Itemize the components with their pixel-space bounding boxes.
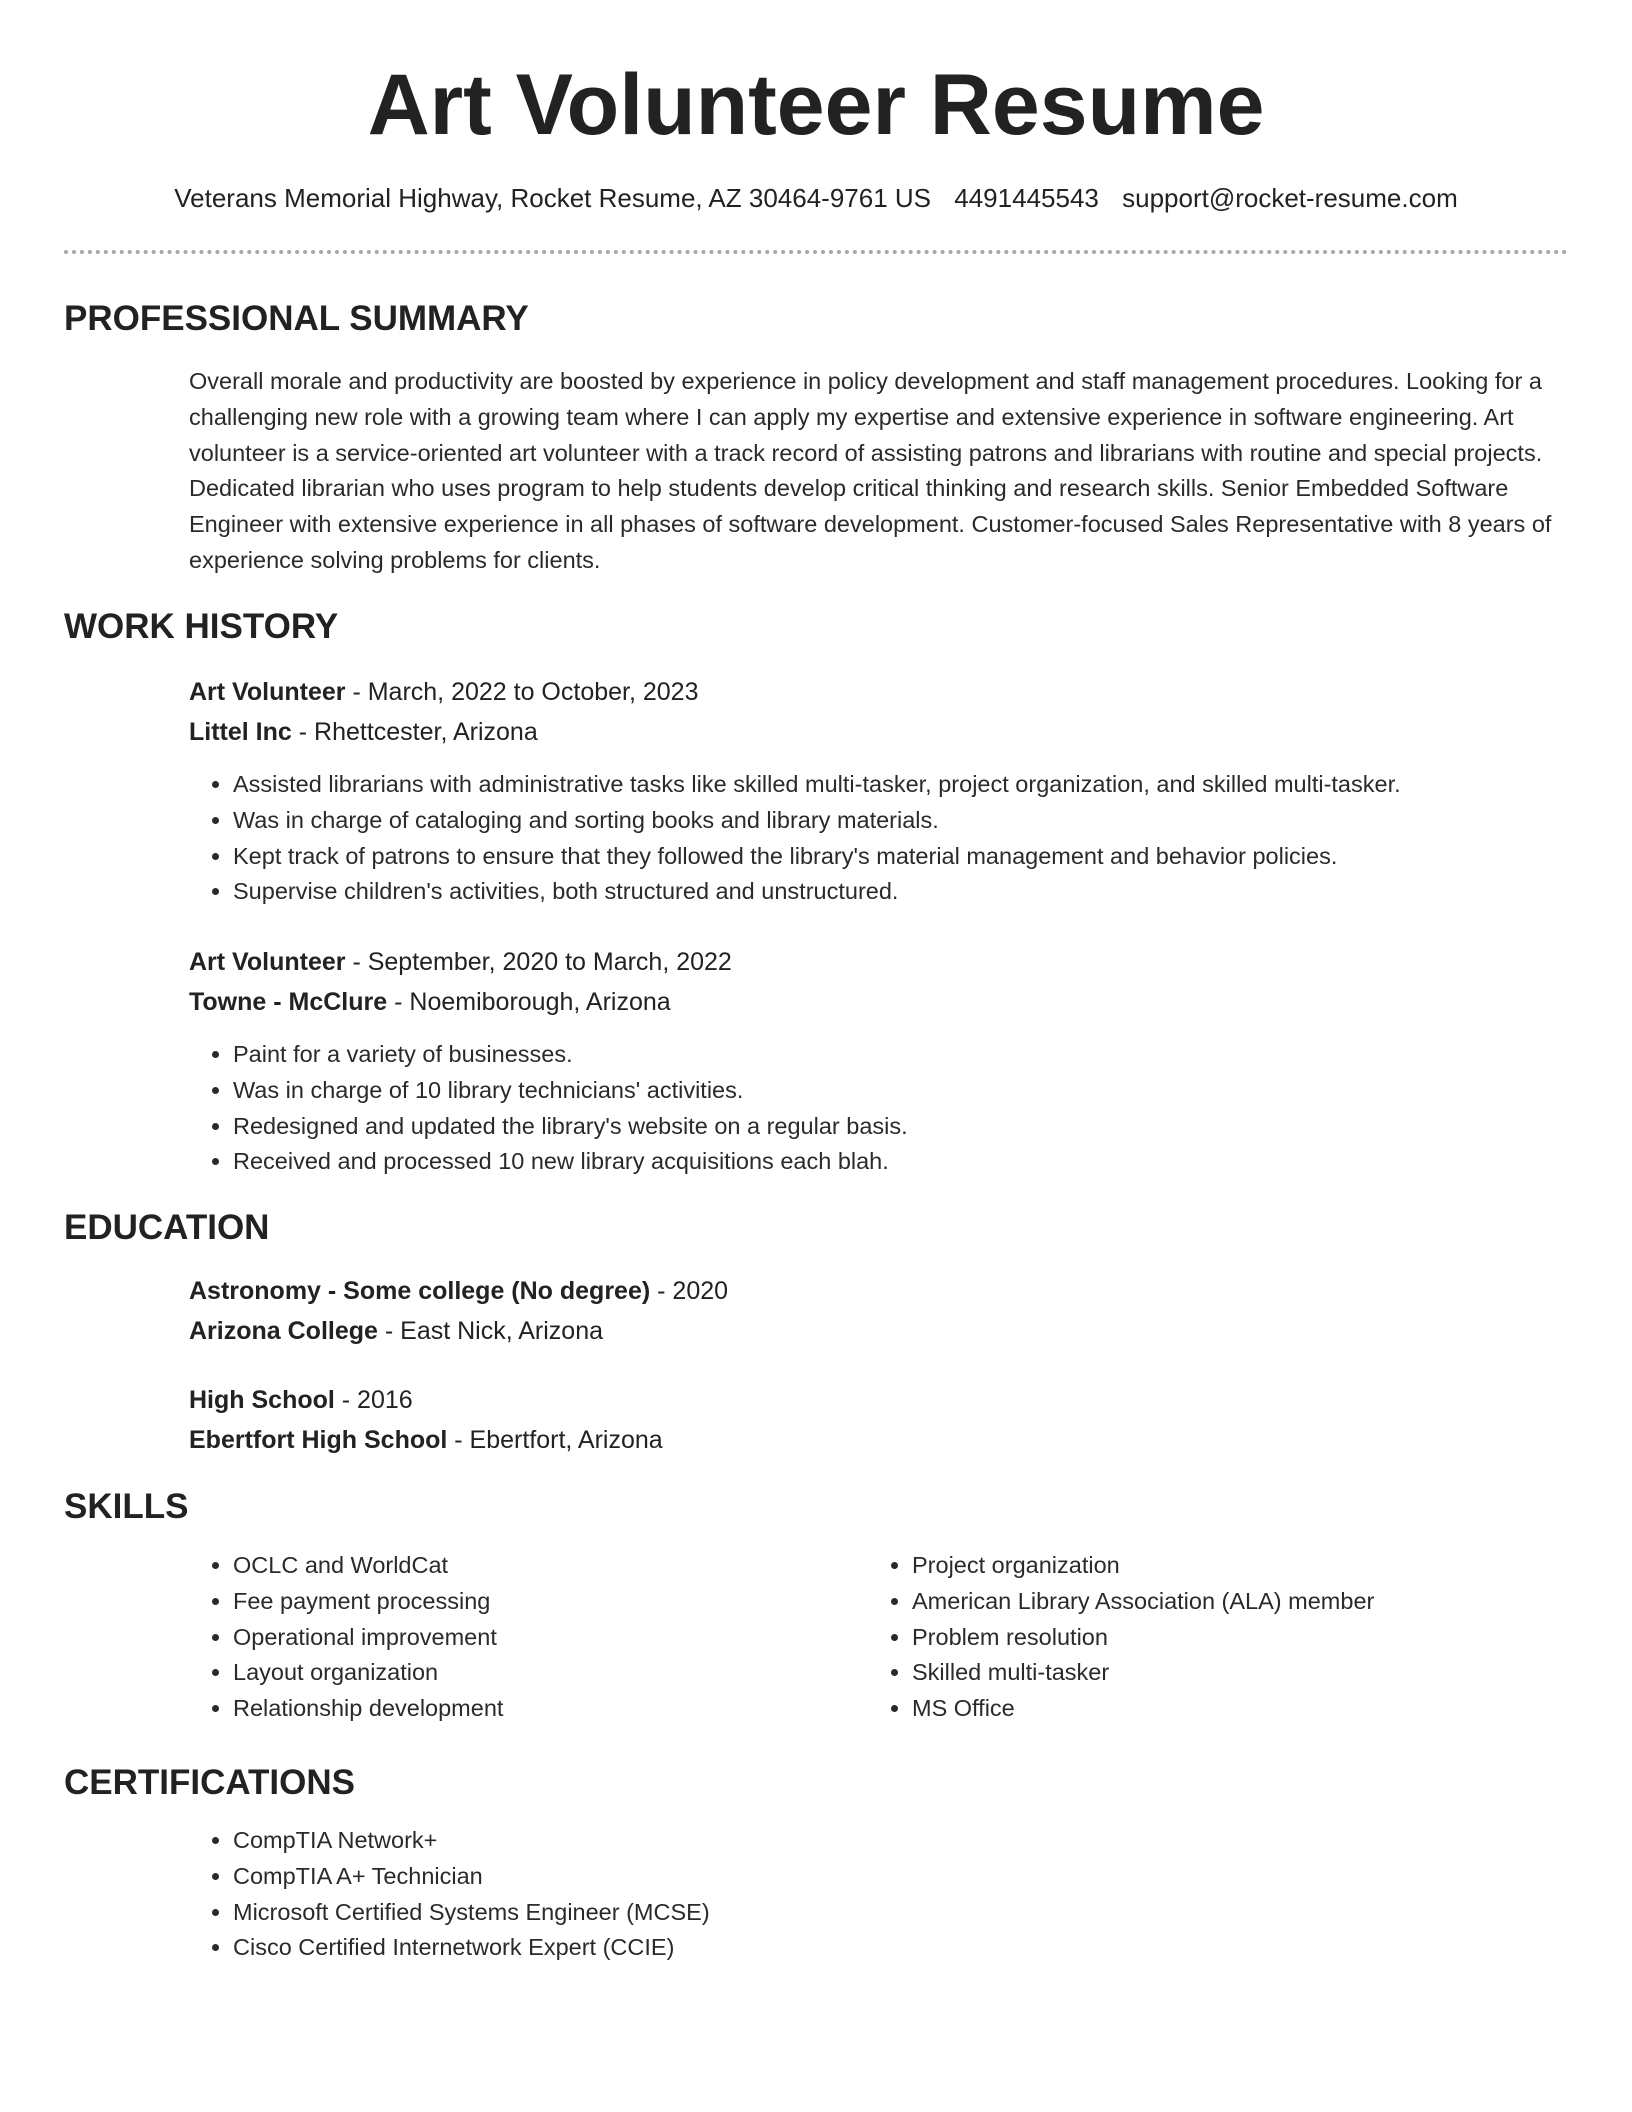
job-location: - Noemiborough, Arizona bbox=[387, 988, 671, 1016]
list-item: • Was in charge of cataloging and sorting books and library materials. bbox=[233, 803, 1613, 839]
education-school: Ebertfort High School bbox=[189, 1426, 448, 1454]
job-company-line bbox=[189, 712, 1569, 752]
job-location: - Rhettcester, Arizona bbox=[291, 718, 538, 746]
section-title-summary: PROFESSIONAL SUMMARY bbox=[64, 299, 529, 338]
job-title-line bbox=[189, 672, 1569, 712]
list-item: • OCLC and WorldCat bbox=[233, 1548, 853, 1584]
skills-list-right bbox=[868, 1548, 1532, 1727]
contact-line bbox=[0, 180, 1632, 216]
job-company: Littel Inc bbox=[189, 718, 292, 746]
list-item: • Was in charge of 10 library technicians' activities. bbox=[233, 1073, 1613, 1109]
job-bullets bbox=[189, 767, 1613, 910]
education-degree-line bbox=[189, 1271, 1569, 1311]
education-year: - 2016 bbox=[334, 1386, 413, 1414]
list-item: • Relationship development bbox=[233, 1691, 853, 1727]
education-degree-line bbox=[189, 1380, 1569, 1420]
skills-list-left bbox=[189, 1548, 853, 1727]
list-item: • Cisco Certified Internetwork Expert (CCIE) bbox=[233, 1930, 1613, 1966]
list-item: • Problem resolution bbox=[912, 1620, 1532, 1656]
job-entry bbox=[189, 672, 1569, 752]
job-company-line bbox=[189, 982, 1569, 1022]
job-role: Art Volunteer bbox=[189, 678, 346, 706]
job-bullets bbox=[189, 1037, 1613, 1180]
contact-email: support@rocket-resume.com bbox=[1122, 183, 1458, 213]
section-title-work-history: WORK HISTORY bbox=[64, 607, 339, 646]
section-title-education: EDUCATION bbox=[64, 1208, 270, 1247]
list-item: • Microsoft Certified Systems Engineer (MCSE) bbox=[233, 1895, 1613, 1931]
list-item: • CompTIA Network+ bbox=[233, 1823, 1613, 1859]
list-item: • Kept track of patrons to ensure that they followed the library's material management and behavior policies. bbox=[233, 839, 1613, 875]
contact-address: Veterans Memorial Highway, Rocket Resume, AZ 30464-9761 US bbox=[174, 183, 932, 213]
list-item: • CompTIA A+ Technician bbox=[233, 1859, 1613, 1895]
job-company: Towne - McClure bbox=[189, 988, 388, 1016]
job-entry bbox=[189, 942, 1569, 1022]
list-item: • Received and processed 10 new library acquisitions each blah. bbox=[233, 1144, 1613, 1180]
education-degree: High School bbox=[189, 1386, 335, 1414]
education-school: Arizona College bbox=[189, 1317, 378, 1345]
education-year: - 2020 bbox=[650, 1277, 729, 1305]
header-divider bbox=[64, 250, 1568, 254]
summary-text: Overall morale and productivity are boosted by experience in policy development and staff management procedures. Looking for a challenging new role with a growing team where I can apply my expertise and extensive experience in software engineering. Art volunteer is a service-oriented art volunteer with a track record of assisting patrons and librarians with routine and special projects. Dedicated librarian who uses program to help students develop critical thinking and research skills. Senior Embedded Software Engineer with extensive experience in all phases of software development. Customer-focused Sales Representative with 8 years of experience solving problems for clients. bbox=[189, 368, 1552, 573]
education-degree: Astronomy - Some college (No degree) bbox=[189, 1277, 651, 1305]
education-school-line bbox=[189, 1311, 1569, 1351]
list-item: • MS Office bbox=[912, 1691, 1532, 1727]
education-entry bbox=[189, 1271, 1569, 1351]
education-entry bbox=[189, 1380, 1569, 1460]
list-item: • Redesigned and updated the library's website on a regular basis. bbox=[233, 1109, 1613, 1145]
job-title-line bbox=[189, 942, 1569, 982]
education-location: - Ebertfort, Arizona bbox=[447, 1426, 663, 1454]
job-dates: - March, 2022 to October, 2023 bbox=[345, 678, 699, 706]
certifications-list bbox=[189, 1823, 1613, 1966]
list-item: • Skilled multi-tasker bbox=[912, 1655, 1532, 1691]
list-item: • Layout organization bbox=[233, 1655, 853, 1691]
list-item: • Supervise children's activities, both structured and unstructured. bbox=[233, 874, 1613, 910]
list-item: • Assisted librarians with administrative tasks like skilled multi-tasker, project organization, and skilled multi-tasker. bbox=[233, 767, 1613, 803]
education-school-line bbox=[189, 1420, 1569, 1460]
list-item: • Project organization bbox=[912, 1548, 1532, 1584]
education-location: - East Nick, Arizona bbox=[377, 1317, 603, 1345]
list-item: • Fee payment processing bbox=[233, 1584, 853, 1620]
list-item: • American Library Association (ALA) member bbox=[912, 1584, 1532, 1620]
contact-phone: 4491445543 bbox=[954, 183, 1099, 213]
job-role: Art Volunteer bbox=[189, 948, 346, 976]
list-item: • Operational improvement bbox=[233, 1620, 853, 1656]
section-title-skills: SKILLS bbox=[64, 1487, 189, 1526]
list-item: • Paint for a variety of businesses. bbox=[233, 1037, 1613, 1073]
section-title-certifications: CERTIFICATIONS bbox=[64, 1763, 356, 1802]
job-dates: - September, 2020 to March, 2022 bbox=[345, 948, 732, 976]
resume-title: Art Volunteer Resume bbox=[367, 57, 1265, 153]
